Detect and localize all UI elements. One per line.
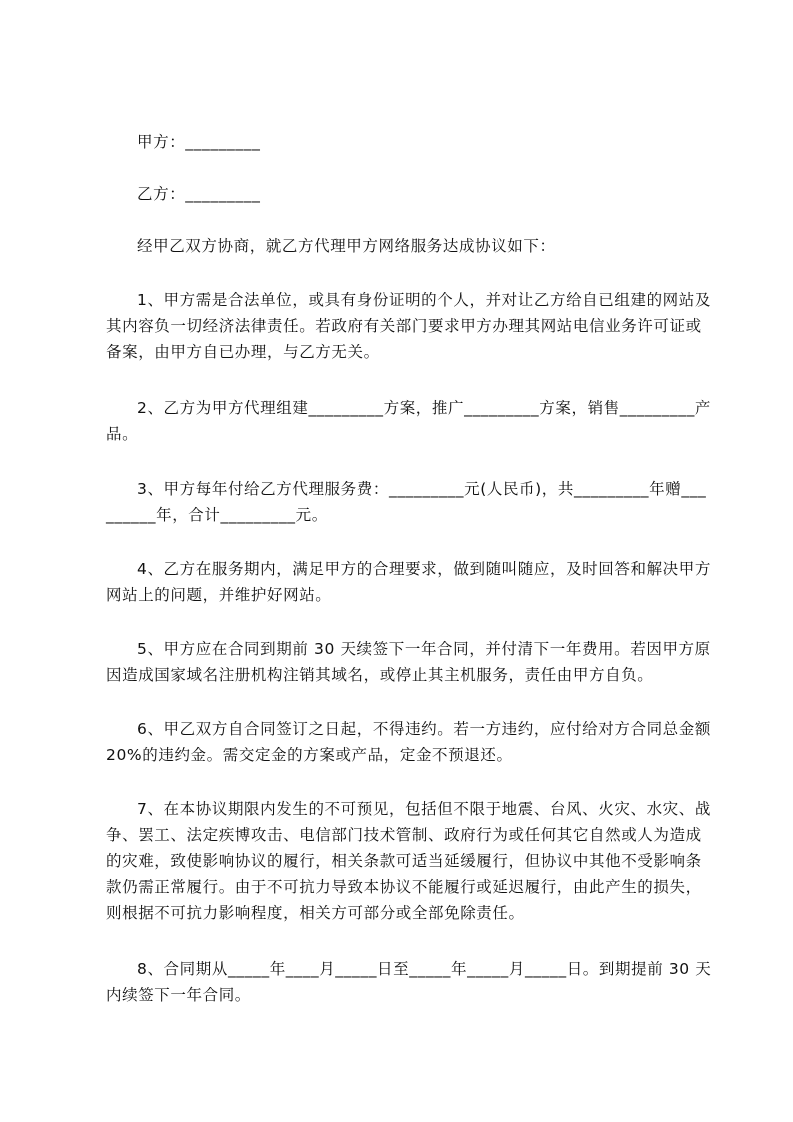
clause-line: 因造成国家域名注册机构注销其域名，或停止其主机服务，责任由甲方自负。: [106, 666, 654, 684]
clause-line: 8、合同期从_____年____月_____日至_____年_____月_____日。到期提前 30 天: [137, 960, 712, 978]
clause-8: [106, 956, 712, 1008]
clause-line: 则根据不可抗力影响程度，相关方可部分或全部免除责任。: [106, 904, 525, 922]
clause-line: 20%的违约金。需交定金的方案或产品，定金不预退还。: [106, 746, 513, 764]
clause-line: 3、甲方每年付给乙方代理服务费：_________元(人民币)，共_________年赠___: [137, 480, 707, 498]
clause-line: 5、甲方应在合同到期前 30 天续签下一年合同，并付清下一年费用。若因甲方原: [137, 640, 711, 658]
clause-line: 品。: [106, 425, 139, 443]
clause-3: [106, 476, 706, 528]
clause-line: 1、甲方需是合法单位，或具有身份证明的个人，并对让乙方给自已组建的网站及: [137, 291, 711, 309]
party-a-text: 甲方：_________: [137, 133, 261, 151]
intro-text: 经甲乙双方协商，就乙方代理甲方网络服务达成协议如下：: [137, 237, 556, 255]
party-a-line: [106, 129, 737, 155]
clause-1: [106, 287, 711, 365]
clause-line: 争、罢工、法定疾博攻击、电信部门技术管制、政府行为或任何其它自然或人为造成: [106, 826, 702, 844]
clause-line: 2、乙方为甲方代理组建_________方案，推广_________方案，销售_________产: [137, 399, 712, 417]
clause-line: 7、在本协议期限内发生的不可预见，包括但不限于地震、台风、火灾、水灾、战: [137, 800, 711, 818]
clause-line: 备案，由甲方自已办理，与乙方无关。: [106, 343, 380, 361]
clause-line: 网站上的问题，并维护好网站。: [106, 586, 332, 604]
clause-line: ______年，合计_________元。: [106, 506, 328, 524]
clause-line: 6、甲乙双方自合同签订之日起，不得违约。若一方违约，应付给对方合同总金额: [137, 720, 711, 738]
clause-5: [106, 636, 711, 688]
clause-4: [106, 556, 711, 608]
party-b-text: 乙方：_________: [137, 185, 261, 203]
clause-line: 款仍需正常履行。由于不可抗力导致本协议不能履行或延迟履行，由此产生的损失，: [106, 878, 702, 896]
clause-line: 的灾难，致使影响协议的履行，相关条款可适当延缓履行，但协议中其他不受影响条: [106, 852, 702, 870]
intro-paragraph: [106, 233, 737, 259]
clause-6: [106, 716, 711, 768]
clause-line: 其内容负一切经济法律责任。若政府有关部门要求甲方办理其网站电信业务许可证或: [106, 317, 702, 335]
clause-line: 内续签下一年合同。: [106, 986, 251, 1004]
clause-2: [106, 395, 712, 447]
clause-7: [106, 796, 711, 926]
party-b-line: [106, 181, 737, 207]
clause-line: 4、乙方在服务期内，满足甲方的合理要求，做到随叫随应，及时回答和解决甲方: [137, 560, 711, 578]
